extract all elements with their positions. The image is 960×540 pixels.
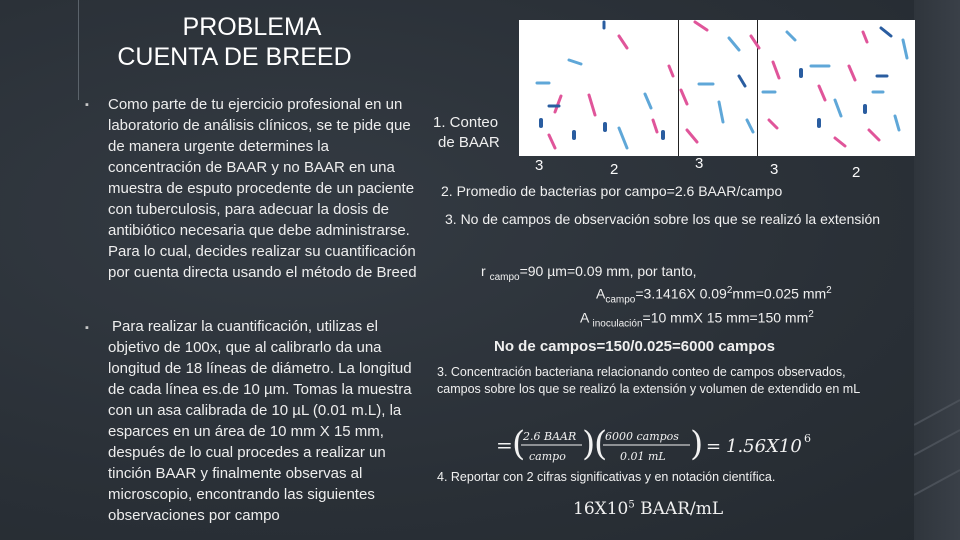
- svg-text:): ): [690, 425, 704, 464]
- title-line-1: PROBLEMA: [182, 13, 322, 41]
- bacterium-mark: [739, 76, 745, 86]
- bacterium-mark: [681, 90, 687, 104]
- r-campo-line: r $_{campo}$=90 µm=0.09 mm, por tanto,: [481, 263, 697, 283]
- bacterium-mark: [695, 22, 707, 30]
- a-inoculacion-line: A $_{inoculación}$=10 mmX 15 mm=150 $mm^2$: [580, 309, 814, 330]
- bacterium-mark: [729, 38, 739, 50]
- bacterium-mark: [769, 120, 777, 128]
- step3b: 3. Concentración bacteriana relacionando conteo de campos observados, campos sobre los que se realizó la extensión y volumen de extendido en mL: [437, 365, 861, 396]
- bacterium-mark: [863, 32, 867, 42]
- bacterium-mark: [773, 62, 779, 78]
- bacterium-mark: [835, 138, 845, 146]
- bacterium-mark: [687, 130, 697, 142]
- bacterium-mark: [619, 36, 627, 48]
- svg-text:): ): [582, 425, 596, 464]
- count-3: 3: [695, 155, 704, 172]
- concentration-equation: [496, 425, 856, 472]
- bacterium-mark: [903, 40, 907, 58]
- svg-text:6000 campos: 6000 campos: [605, 430, 679, 443]
- bacterium-mark: [645, 94, 651, 108]
- bacterium-mark: [569, 60, 581, 64]
- a-campo-line: $A_{campo}=3.1416X$ $0.09^2mm=0.025$ $mm^2$: [596, 285, 832, 306]
- bacterium-mark: [669, 66, 673, 76]
- final-result: $16X10^5$ BAAR/mL: [573, 499, 724, 519]
- title-line-2: CUENTA DE BREED: [117, 43, 352, 71]
- bacterium-mark: [555, 96, 561, 112]
- paragraph-1: Como parte de tu ejercicio profesional en un laboratorio de análisis clínicos, se te pide que de manera urgente determines la concentración de BAAR y no BAAR en una muestra de esputo procedente de un paciente con tuberculosis, para adecuar la dosis de antibiótico necesaria que debe administrarse. Para lo cual, decides realizar su cuantificación por cuenta directa usando el método de Breed: [108, 96, 417, 281]
- paragraph-2: Para realizar la cuantificación, utilizas el objetivo de 100x, que al calibrarlo da una longitud de 18 líneas de diámetro. La longitud de cada línea es.de 10 µm. Tomas la muestra con un asa calibrada de 10 µL (0.01 m.L), la esparces en un área de 10 mm X 15 mm, después de lo cual procedes a realizar un tinción BAAR y finalmente observas al microscopio, encontrando las siguientes observaciones por campo: [108, 318, 412, 524]
- count-1: 3: [535, 157, 544, 174]
- svg-text:(: (: [512, 425, 526, 464]
- svg-text:=: =: [706, 436, 722, 457]
- count-2: 2: [610, 161, 619, 178]
- bacterium-mark: [849, 66, 855, 80]
- bacterium-mark: [881, 28, 891, 36]
- bacterium-mark: [835, 100, 841, 116]
- step1-line2: de BAAR: [438, 134, 500, 151]
- bacterium-mark: [619, 128, 627, 148]
- bacterium-mark: [819, 86, 825, 100]
- bacteria-drawing: [519, 20, 915, 156]
- svg-text:0.01 mL: 0.01 mL: [620, 450, 666, 463]
- bacterium-mark: [747, 120, 753, 132]
- bacterium-mark: [895, 116, 899, 130]
- bacterium-mark: [787, 32, 795, 40]
- step3: 3. No de campos de observación sobre los que se realizó la extensión: [445, 211, 881, 227]
- step4: 4. Reportar con 2 cifras significativas y en notación científica.: [437, 470, 776, 484]
- microscope-fields-figure: [519, 20, 915, 156]
- campos-result: No de campos=150/0.025=6000 campos: [494, 338, 776, 355]
- decorative-stripe: [914, 0, 960, 540]
- svg-text:campo: campo: [529, 450, 566, 463]
- bacterium-mark: [869, 130, 879, 140]
- svg-text:=: =: [496, 433, 513, 457]
- bullet-icon: ▪: [85, 322, 89, 334]
- svg-text:6: 6: [804, 432, 811, 445]
- svg-text:2.6 BAAR: 2.6 BAAR: [523, 430, 577, 443]
- bacterium-mark: [589, 95, 595, 115]
- bacterium-mark: [549, 135, 555, 148]
- bacterium-mark: [653, 120, 657, 132]
- svg-text:(: (: [594, 425, 608, 464]
- bullet-icon: ▪: [85, 99, 89, 111]
- step2: 2. Promedio de bacterias por campo=2.6 BAAR/campo: [441, 183, 783, 199]
- bacterium-mark: [751, 36, 759, 48]
- svg-text:1.56X10: 1.56X10: [726, 436, 802, 457]
- count-5: 2: [852, 164, 861, 181]
- bacterium-mark: [719, 102, 723, 122]
- count-4: 3: [770, 161, 779, 178]
- page-title: [102, 12, 402, 72]
- step1-line1: 1. Conteo: [433, 114, 499, 131]
